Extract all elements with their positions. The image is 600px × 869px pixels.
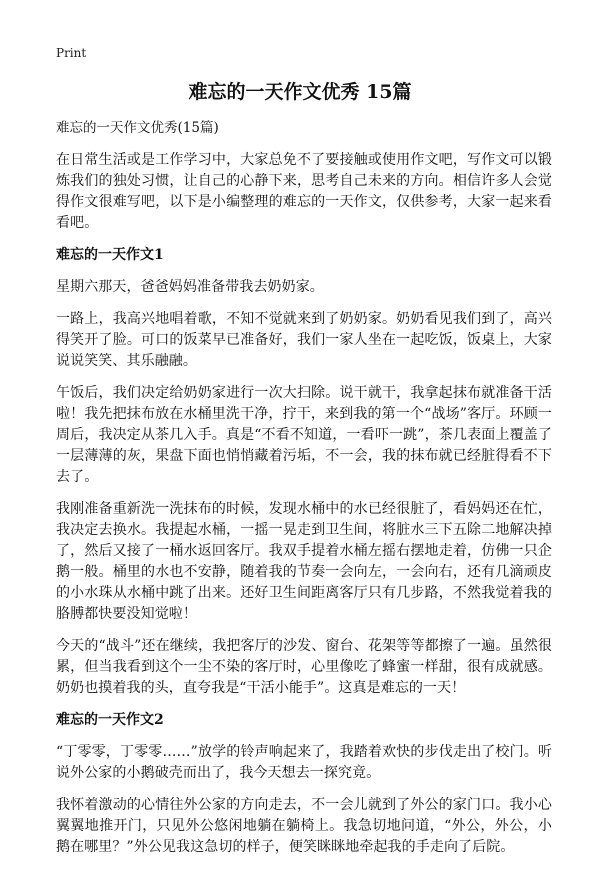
essay-2-heading: 难忘的一天作文2 — [56, 712, 164, 728]
article-body — [56, 118, 552, 869]
essay-1-paragraph: 星期六那天，爸爸妈妈准备带我去奶奶家。 — [56, 279, 324, 295]
essay-1-paragraph: 一路上，我高兴地唱着歌，不知不觉就来到了奶奶家。奶奶看见我们到了，高兴得笑开了脸。可口的饭菜早已准备好，我们一家人坐在一起吃饭，饭桌上，大家说说笑笑、其乐融融。 — [56, 311, 552, 369]
intro-paragraph: 在日常生活或是工作学习中，大家总免不了要接触或使用作文吧，写作文可以锻炼我们的独处习惯，让自己的心静下来，思考自己未来的方向。相信许多人会觉得作文很难写吧，以下是小编整理的难忘的一天作文，仅供参考，大家一起来看看吧。 — [56, 152, 552, 231]
essay-2-paragraph: “丁零零，丁零零……”放学的铃声响起来了，我踏着欢快的步伐走出了校门。听说外公家的小鹅破壳而出了，我今天想去一探究竟。 — [56, 744, 552, 781]
page-title: 难忘的一天作文优秀 15篇 — [188, 81, 412, 103]
essay-1-paragraph: 午饭后，我们决定给奶奶家进行一次大扫除。说干就干，我拿起抹布就准备干活啦！我先把抹布放在水桶里洗干净，拧干，来到我的第一个“战场”客厅。环顾一周后，我决定从茶几入手。真是“不看不知道，一看吓一跳”，茶几表面上覆盖了一层薄薄的灰，果盘下面也悄悄藏着污垢，不一会，我的抹布就已经脏得看不下去了。 — [56, 385, 552, 485]
essay-1-paragraph: 我刚准备重新洗一洗抹布的时候，发现水桶中的水已经很脏了，看妈妈还在忙，我决定去换水。我提起水桶，一摇一晃走到卫生间，将脏水三下五除二地解决掉了，然后又接了一桶水返回客厅。我双手提着水桶左摇右摆地走着，仿佛一只企鹅一般。桶里的水也不安静，随着我的节奏一会向左，一会向右，还有几滴顽皮的小水珠从水桶中跳了出来。还好卫生间距离客厅只有几步路，不然我觉着我的胳膊都快要没知觉啦！ — [56, 501, 552, 622]
article-subtitle: 难忘的一天作文优秀(15篇) — [56, 120, 219, 136]
print-link[interactable]: Print — [56, 46, 87, 60]
essay-1-heading: 难忘的一天作文1 — [56, 247, 164, 263]
essay-1-paragraph: 今天的“战斗”还在继续，我把客厅的沙发、窗台、花架等等都擦了一遍。虽然很累，但当我看到这个一尘不染的客厅时，心里像吃了蜂蜜一样甜，很有成就感。奶奶也摸着我的头，直夸我是“干活小能手”。这真是难忘的一天！ — [56, 638, 552, 696]
essay-2-paragraph: 我怀着激动的心情往外公家的方向走去，不一会儿就到了外公的家门口。我小心翼翼地推开门，只见外公悠闲地躺在躺椅上。我急切地问道，“外公，外公，小鹅在哪里？”外公见我这急切的样子，便笑眯眯地牵起我的手走向了后院。 — [56, 797, 552, 855]
